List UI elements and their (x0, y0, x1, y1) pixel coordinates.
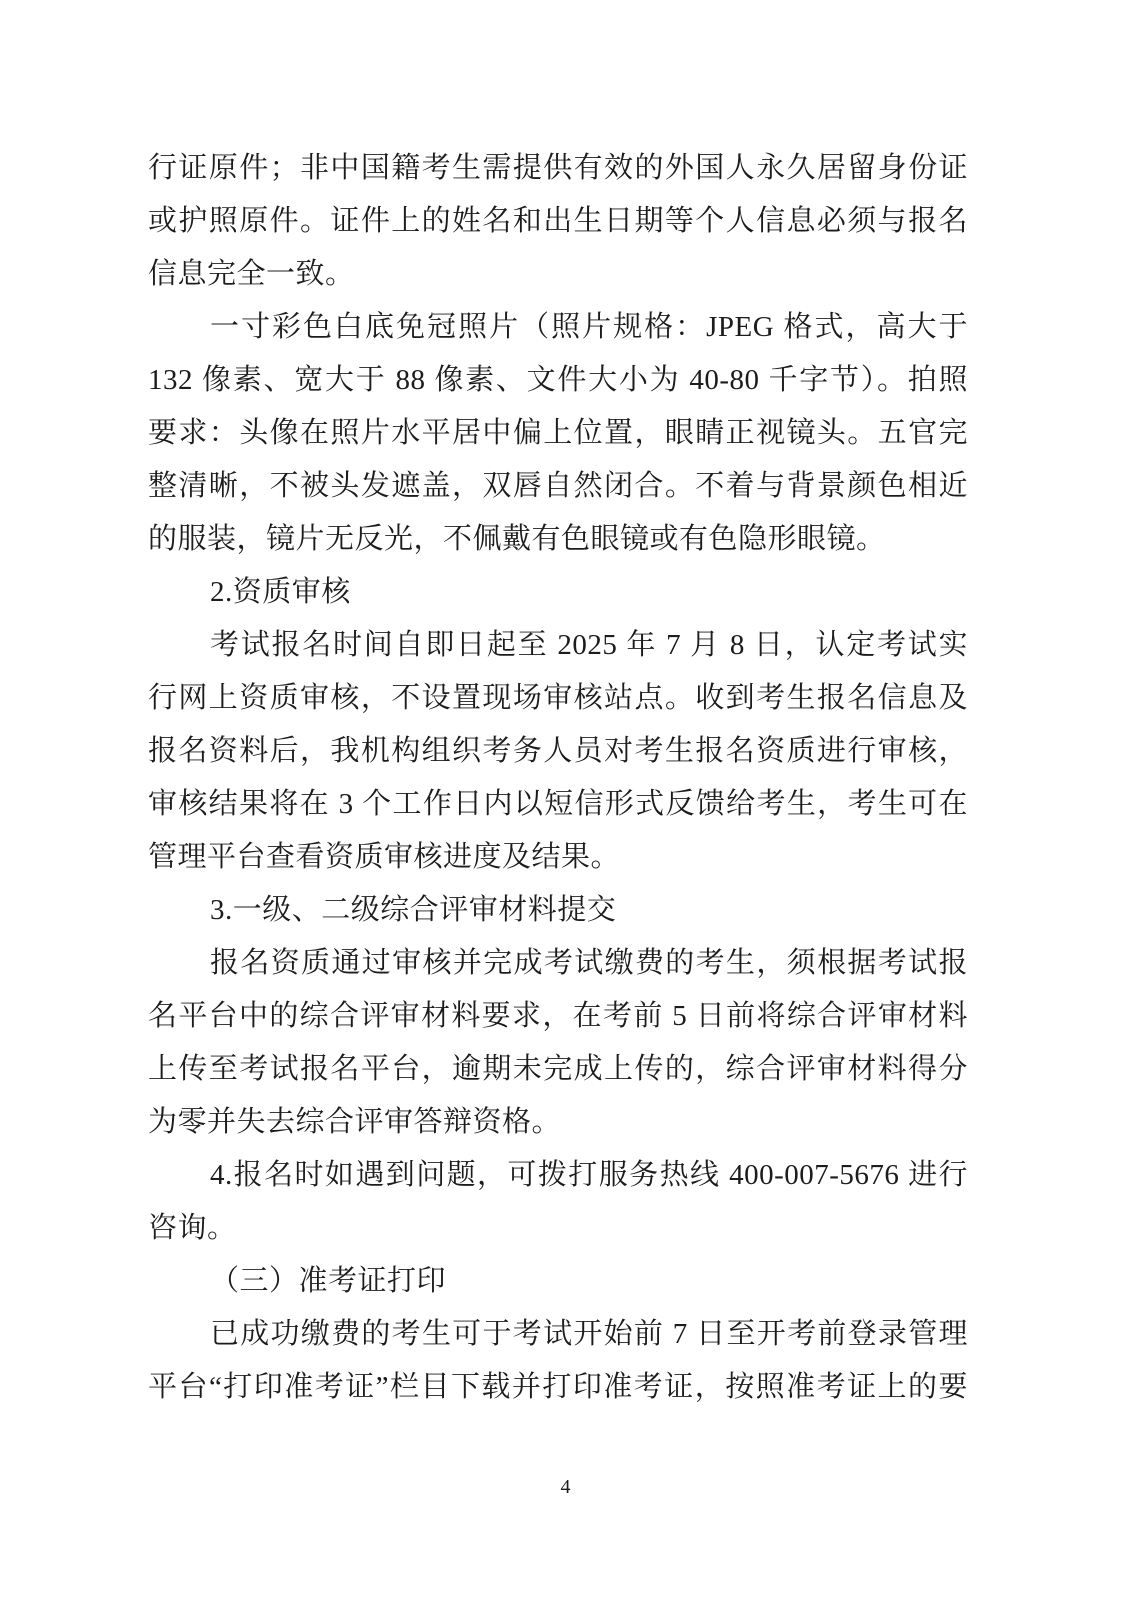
text-line: 咨询。 (148, 1212, 237, 1244)
text-line: 管理平台查看资质审核进度及结果。 (148, 841, 621, 873)
text-line: 报名资料后，我机构组织考务人员对考生报名资质进行审核， (148, 735, 968, 767)
text-line: 行证原件；非中国籍考生需提供有效的外国人永久居留身份证 (148, 152, 968, 184)
paragraph (148, 566, 968, 619)
text-line: 名平台中的综合评审材料要求，在考前 5 日前将综合评审材料 (148, 1000, 968, 1032)
text-line: 信息完全一致。 (148, 258, 355, 290)
text-line: 审核结果将在 3 个工作日内以短信形式反馈给考生，考生可在 (148, 788, 968, 820)
text-line: 3.一级、二级综合评审材料提交 (210, 894, 617, 926)
paragraph (148, 142, 968, 301)
text-line: 平台“打印准考证”栏目下载并打印准考证，按照准考证上的要 (148, 1371, 968, 1403)
text-line: 一寸彩色白底免冠照片（照片规格：JPEG 格式，高大于 (210, 311, 968, 343)
paragraph (148, 1255, 968, 1308)
document-body (148, 142, 968, 1414)
paragraph (148, 1149, 968, 1255)
text-line: 报名资质通过审核并完成考试缴费的考生，须根据考试报 (210, 947, 968, 979)
text-line: 已成功缴费的考生可于考试开始前 7 日至开考前登录管理 (210, 1318, 968, 1350)
paragraph (148, 301, 968, 566)
page-number: 4 (560, 1476, 571, 1498)
text-line: 4.报名时如遇到问题，可拨打服务热线 400-007-5676 进行 (210, 1159, 968, 1191)
text-line: 整清晰，不被头发遮盖，双唇自然闭合。不着与背景颜色相近 (148, 470, 968, 502)
paragraph (148, 937, 968, 1149)
text-line: 上传至考试报名平台，逾期未完成上传的，综合评审材料得分 (148, 1053, 968, 1085)
paragraph (148, 619, 968, 884)
paragraph (148, 884, 968, 937)
text-line: 的服装，镜片无反光，不佩戴有色眼镜或有色隐形眼镜。 (148, 523, 886, 555)
page-number-footer (0, 1476, 1131, 1499)
text-line: 2.资质审核 (210, 576, 351, 608)
paragraph (148, 1308, 968, 1414)
text-line: 132 像素、宽大于 88 像素、文件大小为 40-80 千字节）。拍照 (148, 364, 968, 396)
text-line: 考试报名时间自即日起至 2025 年 7 月 8 日，认定考试实 (210, 629, 968, 661)
text-line: （三）准考证打印 (210, 1265, 447, 1297)
text-line: 要求：头像在照片水平居中偏上位置，眼睛正视镜头。五官完 (148, 417, 968, 449)
text-line: 为零并失去综合评审答辩资格。 (148, 1106, 562, 1138)
text-line: 行网上资质审核，不设置现场审核站点。收到考生报名信息及 (148, 682, 968, 714)
text-line: 或护照原件。证件上的姓名和出生日期等个人信息必须与报名 (148, 205, 968, 237)
